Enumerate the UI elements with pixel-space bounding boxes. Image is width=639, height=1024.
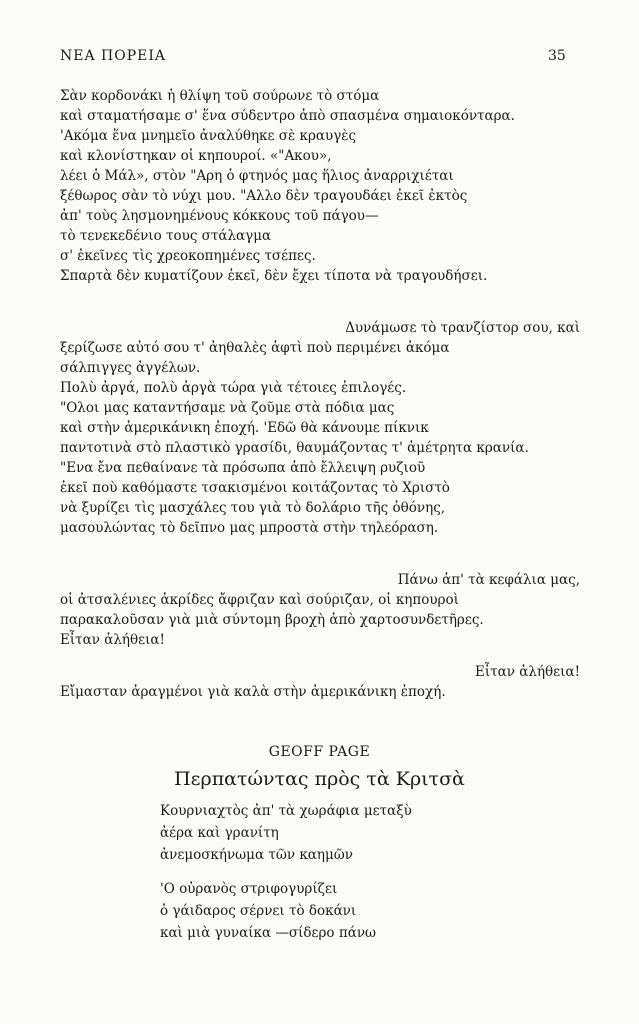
- verse-line: Σὰν κορδονάκι ἡ θλίψη τοῦ σούρωνε τὸ στόμα: [60, 88, 380, 104]
- verse-line: ἀπ' τοὺς λησμονημένους κόκκους τοῦ πάγου—: [60, 208, 379, 224]
- poem-stanza-3: [60, 570, 580, 650]
- poem-title: Περπατώντας πρὸς τὰ Κριτσὰ: [174, 768, 465, 790]
- verse-line: λέει ὁ Μάλ», στὸν "Αρη ὁ φτηνός μας ἥλιος ἀναρριχιέται: [60, 168, 454, 184]
- verse-line: Εἶταν ἀλήθεια!: [60, 632, 165, 648]
- verse-line: παντοτινὰ στὸ πλαστικὸ γρασίδι, θαυμάζοντας τ' ἀμέτρητα κρανία.: [60, 440, 529, 456]
- verse-line: "Ενα ἔνα πεθαίνανε τὰ πρόσωπα ἀπὸ ἔλλειψη ρυζιοῦ: [60, 460, 426, 476]
- verse-line: ἀνεμοσκήνωμα τῶν καημῶν: [160, 847, 353, 863]
- verse-line: καὶ σταματήσαμε σ' ἕνα σύδεντρο ἀπὸ σπασμένα σημαιοκόνταρα.: [60, 108, 515, 124]
- poem2-stanza-2: [160, 878, 580, 944]
- verse-line: καὶ μιὰ γυναίκα —σίδερο πάνω: [160, 925, 377, 941]
- verse-line: οἱ ἀτσαλένιες ἀκρίδες ἄφριζαν καὶ σούριζαν, οἱ κηπουροὶ: [60, 592, 459, 608]
- verse-line: τὸ τενεκεδένιο τους στάλαγμα: [60, 228, 272, 244]
- verse-line: ξερίζωσε αὐτό σου τ' ἀηθαλὲς ἀφτὶ ποὺ περιμένει ἀκόμα: [60, 340, 450, 356]
- verse-line: Σπαρτὰ δὲν κυματίζουν ἐκεῖ, δὲν ἔχει τίποτα νὰ τραγουδήσει.: [60, 268, 488, 284]
- verse-line-indented: Εἶταν ἀλήθεια!: [475, 664, 580, 680]
- poem-stanza-1: [60, 86, 580, 286]
- page-number: 35: [548, 48, 566, 64]
- verse-line: 'Ακόμα ἕνα μνημεῖο ἀναλύθηκε σὲ κραυγὲς: [60, 128, 357, 144]
- verse-line-indented: Δυνάμωσε τὸ τρανζίστορ σου, καὶ: [345, 320, 580, 336]
- verse-line: ὁ γάιδαρος σέρνει τὸ δοκάνι: [160, 903, 357, 919]
- verse-line: παρακαλοῦσαν γιὰ μιὰ σύντομη βροχὴ ἀπὸ χαρτοσυνδετῆρες.: [60, 612, 484, 628]
- poem-stanza-4: [60, 662, 580, 702]
- running-header-title: ΝΕΑ ΠΟΡΕΙΑ: [60, 48, 166, 64]
- verse-line: ἀέρα καὶ γρανίτη: [160, 825, 279, 841]
- verse-line: "Ολοι μας καταντήσαμε νὰ ζοῦμε στὰ πόδια μας: [60, 400, 395, 416]
- verse-line: 'Ο οὐρανὸς στριφογυρίζει: [160, 881, 338, 897]
- poem2-stanza-1: [160, 800, 580, 866]
- verse-line-indented: Πάνω ἀπ' τὰ κεφάλια μας,: [397, 572, 580, 588]
- verse-line: νὰ ξυρίζει τὶς μασχάλες του γιὰ τὸ δολάριο τῆς ὀθόνης,: [60, 500, 446, 516]
- verse-line: ξέθωρος σὰν τὸ νύχι μου. "Αλλο δὲν τραγουδάει ἐκεῖ ἐκτὸς: [60, 188, 468, 204]
- poem-stanza-2: [60, 318, 580, 538]
- verse-line: Κουρνιαχτὸς ἀπ' τὰ χωράφια μεταξὺ: [160, 803, 412, 819]
- verse-line: καὶ στὴν ἀμερικάνικη ἐποχή. 'Εδῶ θὰ κάνουμε πίκνικ: [60, 420, 429, 436]
- verse-line: μασουλώντας τὸ δεῖπνο μας μπροστὰ στὴν τηλεόραση.: [60, 520, 439, 536]
- verse-line: σ' ἐκεῖνες τὶς χρεοκοπημένες τσέπες.: [60, 248, 316, 264]
- verse-line: σάλπιγγες ἀγγέλων.: [60, 360, 201, 376]
- verse-line: καὶ κλονίστηκαν οἱ κηπουροί. «"Ακου»,: [60, 148, 332, 164]
- verse-line: Πολὺ ἀργά, πολὺ ἀργὰ τώρα γιὰ τέτοιες ἐπιλογές.: [60, 380, 407, 396]
- verse-line: ἐκεῖ ποὺ καθόμαστε τσακισμένοι κοιτάζοντας τὸ Χριστὸ: [60, 480, 450, 496]
- poem-author: GEOFF PAGE: [268, 744, 371, 760]
- verse-line: Εἴμασταν ἀραγμένοι γιὰ καλὰ στὴν ἀμερικάνικη ἐποχή.: [60, 684, 446, 700]
